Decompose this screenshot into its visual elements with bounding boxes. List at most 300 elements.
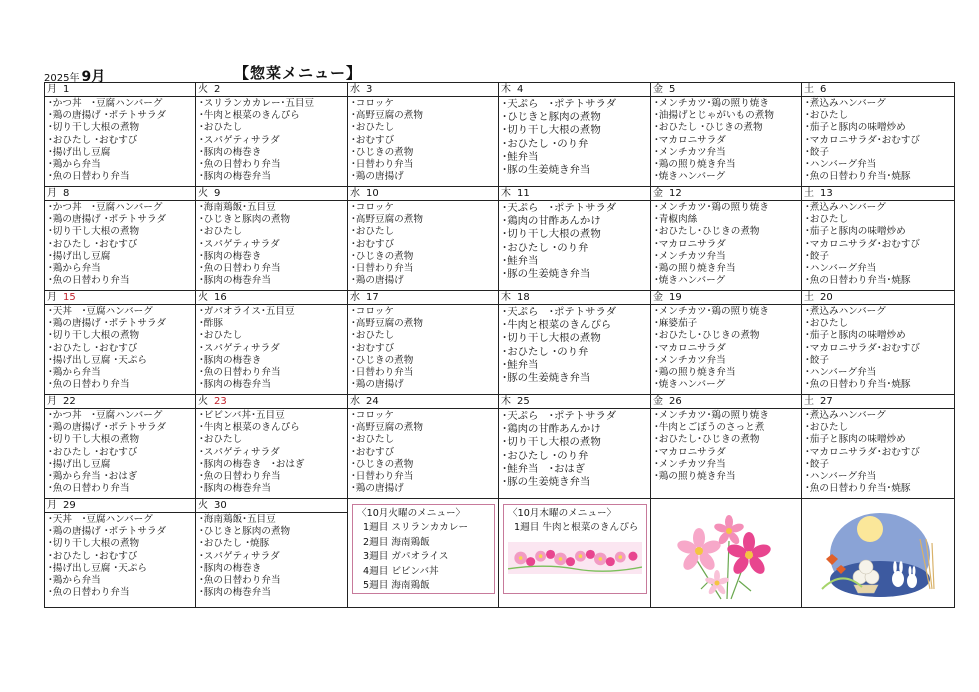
menu-item: ･おひたし･ひじきの煮物 [654,226,760,238]
day-cell [802,83,955,187]
day-header [348,187,498,201]
weekday-label: 土 [804,84,814,95]
weekday-label: 水 [350,84,360,95]
menu-list [651,201,801,287]
day-number: 27 [820,396,833,407]
day-number: 6 [820,84,827,95]
weekday-label: 水 [350,396,360,407]
menu-item: ･スパゲティサラダ [199,238,280,250]
menu-item: ･おひたし [351,122,395,134]
menu-item: ･おひたし ･ひじきの煮物 [654,122,763,134]
menu-item: ･焼きハンバーグ [654,171,726,183]
menu-item: ･揚げ出し豆腐 [48,458,111,470]
menu-item: ･豚の生姜焼き弁当 [502,475,591,488]
day-header [45,291,195,305]
day-cell [196,83,348,187]
menu-item: ･メンチカツ･鶏の照り焼き [654,98,769,109]
menu-list [45,97,195,183]
weekday-label: 木 [501,84,511,95]
menu-item: ･高野豆腐の煮物 [351,318,423,330]
weekday-label: 火 [198,396,208,407]
menu-list [348,305,498,391]
menu-item: ･ガパオライス･五目豆 [199,306,295,317]
menu-item: ･スパゲティサラダ [199,550,280,562]
day-cell [802,395,955,499]
menu-item: ･メンチカツ･鶏の照り焼き [654,202,769,213]
menu-item: ･ひじきの煮物 [351,354,414,366]
weekday-label: 金 [653,292,663,303]
menu-item: ･ひじきと豚肉の煮物 [199,214,291,226]
day-cell [45,83,196,187]
menu-item: ･鶏の唐揚げ ･ポテトサラダ [48,422,167,434]
menu-item: ･餃子 [805,146,829,158]
menu-item: ･魚の日替わり弁当 [48,171,130,183]
menu-list [651,305,801,391]
weekday-label: 月 [47,84,57,95]
day-cell [45,291,196,395]
day-cell [45,395,196,499]
day-header [499,187,650,201]
menu-item: ･かつ丼 ･豆腐ハンバーグ [48,98,163,109]
menu-item: ･鶏から弁当 [48,366,101,378]
moon-rabbit-icon [802,499,955,603]
day-header [45,187,195,201]
menu-item: ･鶏から弁当 ･おはぎ [48,470,138,482]
menu-list [45,513,195,599]
menu-item: ･天丼 ･豆腐ハンバーグ [48,306,153,317]
menu-item: ･スパゲティサラダ [199,342,280,354]
weekday-label: 土 [804,188,814,199]
day-number: 15 [63,292,76,303]
menu-item: ･海南鶏飯･五目豆 [199,514,276,525]
menu-item: ･鶏の唐揚げ ･ポテトサラダ [48,318,167,330]
menu-item: ･日替わり弁当 [351,366,414,378]
menu-item: ･おむすび [351,134,395,146]
menu-item: ･茄子と豚肉の味噌炒め [805,226,906,238]
menu-item: ･鶏の照り焼き弁当 [654,366,736,378]
menu-item: ･マカロニサラダ [654,134,726,146]
weekday-label: 水 [350,292,360,303]
day-header [499,291,650,305]
menu-item: ･ひじきの煮物 [351,250,414,262]
month: 9月 [81,69,106,85]
menu-item: ･魚の日替わり弁当 [199,574,281,586]
day-cell [499,187,651,291]
menu-list [348,201,498,287]
menu-item: ･豚肉の梅巻弁当 [199,587,271,599]
day-header [651,187,801,201]
menu-list [651,409,801,483]
menu-list [348,409,498,495]
menu-item: ･豚の生姜焼き弁当 [502,163,591,176]
menu-item: ･魚の日替わり弁当･焼豚 [805,483,911,495]
note-line: 3週目 ガパオライス [363,551,449,563]
menu-item: ･切り干し大根の煮物 [48,330,140,342]
day-cell [499,291,651,395]
menu-item: ･魚の日替わり弁当･焼豚 [805,171,911,183]
menu-item: ･煮込みハンバーグ [805,98,886,109]
day-header [348,83,498,97]
day-number: 20 [820,292,833,303]
menu-item: ･高野豆腐の煮物 [351,422,423,434]
day-number: 23 [214,396,227,407]
menu-list [651,97,801,183]
menu-item: ･魚の日替わり弁当 [199,470,281,482]
tuesday-menu-note [352,504,495,594]
menu-list [348,97,498,183]
tuesday-note-cell [348,499,499,608]
day-header [196,395,347,409]
day-header [499,83,650,97]
day-header [651,395,801,409]
thursday-menu-note [503,504,647,594]
day-header [348,395,498,409]
day-cell [499,83,651,187]
day-number: 3 [366,84,373,95]
menu-item: ･鮭弁当 [502,150,539,163]
menu-item: ･魚の日替わり弁当 [48,587,130,599]
menu-item: ･おひたし ･のり弁 [502,137,589,150]
menu-item: ･豚肉の梅巻弁当 [199,171,271,183]
day-cell [348,187,499,291]
menu-item: ･メンチカツ･鶏の照り焼き [654,410,769,421]
menu-item: ･スパゲティサラダ [199,446,280,458]
note-line: 5週目 海南鶏飯 [363,580,430,592]
day-number: 5 [669,84,676,95]
menu-item: ･ひじきと豚肉の煮物 [199,526,291,538]
menu-item: ･鶏肉の甘酢あんかけ [502,215,601,228]
menu-item: ･メンチカツ弁当 [654,250,726,262]
menu-item: ･おひたし [805,318,849,330]
menu-item: ･牛肉と根菜のきんぴら [502,319,612,332]
menu-item: ･コロッケ [351,98,394,109]
menu-item: ･魚の日替わり弁当 [199,158,281,170]
menu-item: ･メンチカツ･鶏の照り焼き [654,306,769,317]
menu-item: ･高野豆腐の煮物 [351,110,423,122]
menu-item: ･おひたし [351,434,395,446]
menu-item: ･豚の生姜焼き弁当 [502,267,591,280]
day-header [802,83,954,97]
weekday-label: 土 [804,292,814,303]
menu-item: ･天ぷら ･ポテトサラダ [502,202,617,214]
menu-item: ･かつ丼 ･豆腐ハンバーグ [48,410,163,421]
menu-item: ･魚の日替わり弁当･焼豚 [805,275,911,287]
thursday-note-cell [499,499,651,608]
menu-item: ･鮭弁当 ･おはぎ [502,462,586,475]
day-number: 19 [669,292,682,303]
day-cell [651,83,802,187]
menu-item: ･魚の日替わり弁当 [48,275,130,287]
week-row [45,187,955,291]
day-number: 2 [214,84,221,95]
menu-item: ･天ぷら ･ポテトサラダ [502,98,617,110]
cosmos-flowers-icon [651,499,802,603]
menu-item: ･切り干し大根の煮物 [48,538,140,550]
day-number: 25 [517,396,530,407]
note-title: 〈10月火曜のメニュー〉 [357,508,466,519]
day-cell [802,187,955,291]
day-header [348,291,498,305]
weekday-label: 月 [47,188,57,199]
menu-item: ･豚肉の梅巻弁当 [199,379,271,391]
menu-item: ･鶏肉の甘酢あんかけ [502,423,601,436]
day-number: 17 [366,292,379,303]
day-header [651,83,801,97]
menu-list [802,409,954,495]
menu-item: ･メンチカツ弁当 [654,354,726,366]
menu-item: ･海南鶏飯･五目豆 [199,202,276,213]
menu-item: ･鮭弁当 [502,254,539,267]
weekday-label: 火 [198,188,208,199]
menu-item: ･おひたし ･おむすび [48,550,138,562]
day-header [651,291,801,305]
weekday-label: 月 [47,396,57,407]
day-header [196,83,347,97]
menu-item: ･揚げ出し豆腐 [48,146,111,158]
calendar-grid [44,82,955,608]
menu-item: ･豚の生姜焼き弁当 [502,371,591,384]
day-cell [196,499,348,608]
menu-list [802,305,954,391]
menu-list [802,97,954,183]
menu-item: ･鶏から弁当 [48,158,101,170]
menu-list [196,305,347,391]
menu-item: ･ひじきの煮物 [351,146,414,158]
weekday-label: 水 [350,188,360,199]
menu-item: ･魚の日替わり弁当 [48,483,130,495]
menu-item: ･切り干し大根の煮物 [48,122,140,134]
weekday-label: 金 [653,84,663,95]
menu-item: ･スパゲティサラダ [199,134,280,146]
menu-list [196,201,347,287]
day-cell [196,291,348,395]
moon-viewing-picture-cell [802,499,955,608]
weekday-label: 木 [501,188,511,199]
menu-item: ･ビビンバ丼･五目豆 [199,410,285,421]
menu-item: ･日替わり弁当 [351,158,414,170]
menu-item: ･おひたし [351,226,395,238]
day-cell [196,395,348,499]
menu-item: ･焼きハンバーグ [654,379,726,391]
menu-item: ･豚肉の梅巻き [199,562,262,574]
menu-item: ･酢豚 [199,318,223,330]
day-cell [499,395,651,499]
weekday-label: 木 [501,292,511,303]
day-number: 22 [63,396,76,407]
menu-list [196,97,347,183]
weekday-label: 金 [653,188,663,199]
menu-list [499,201,650,281]
day-header [45,395,195,409]
menu-item: ･マカロニサラダ [654,238,726,250]
menu-item: ･高野豆腐の煮物 [351,214,423,226]
day-number: 16 [214,292,227,303]
day-number: 9 [214,188,221,199]
week-row [45,83,955,187]
menu-item: ･豚肉の梅巻き [199,354,262,366]
menu-item: ･ハンバーグ弁当 [805,366,877,378]
menu-item: ･煮込みハンバーグ [805,410,886,421]
day-header [45,83,195,97]
menu-item: ･おひたし [199,330,243,342]
menu-item: ･鶏の唐揚げ [351,379,404,391]
menu-item: ･日替わり弁当 [351,470,414,482]
menu-item: ･鶏の照り焼き弁当 [654,158,736,170]
menu-item: ･鶏の唐揚げ [351,483,404,495]
day-header [196,499,347,513]
day-cell [348,83,499,187]
day-cell [348,291,499,395]
menu-item: ･鶏の照り焼き弁当 [654,262,736,274]
menu-item: ･おひたし･ひじきの煮物 [654,330,760,342]
weekday-label: 火 [198,500,208,511]
menu-list [499,409,650,489]
menu-item: ･鶏の唐揚げ [351,275,404,287]
menu-item: ･ハンバーグ弁当 [805,470,877,482]
menu-item: ･コロッケ [351,202,394,213]
menu-item: ･おひたし [805,110,849,122]
menu-item: ･煮込みハンバーグ [805,306,886,317]
day-number: 18 [517,292,530,303]
menu-item: ･鶏の唐揚げ ･ポテトサラダ [48,526,167,538]
menu-item: ･おひたし [199,434,243,446]
menu-item: ･おひたし ･おむすび [48,134,138,146]
note-line: 1週目 スリランカカレー [363,522,469,534]
day-number: 8 [63,188,70,199]
day-header [499,395,650,409]
menu-item: ･魚の日替わり弁当 [48,379,130,391]
weekday-label: 土 [804,396,814,407]
menu-item: ･マカロニサラダ [654,446,726,458]
day-number: 26 [669,396,682,407]
menu-item: ･揚げ出し豆腐 [48,250,111,262]
menu-item: ･おひたし ･のり弁 [502,241,589,254]
week-row [45,291,955,395]
menu-item: ･メンチカツ弁当 [654,458,726,470]
menu-item: ･煮込みハンバーグ [805,202,886,213]
menu-item: ･揚げ出し豆腐 ･天ぷら [48,562,147,574]
menu-item: ･豚肉の梅巻き [199,146,262,158]
menu-item: ･天ぷら ･ポテトサラダ [502,306,617,318]
menu-list [499,97,650,177]
menu-item: ･麻婆茄子 [654,318,698,330]
menu-item: ･おひたし [805,214,849,226]
menu-item: ･マカロニサラダ･おむすび [805,446,921,458]
menu-item: ･魚の日替わり弁当 [199,366,281,378]
menu-item: ･おむすび [351,446,395,458]
year: 2025年 [44,73,80,84]
menu-item: ･メンチカツ弁当 [654,146,726,158]
menu-list [45,409,195,495]
menu-item: ･おひたし ･おむすび [48,342,138,354]
menu-item: ･切り干し大根の煮物 [502,228,601,241]
menu-item: ･鶏の唐揚げ ･ポテトサラダ [48,214,167,226]
menu-item: ･魚の日替わり弁当･焼豚 [805,379,911,391]
menu-item: ･青椒肉絲 [654,214,698,226]
week-row [45,499,955,608]
menu-item: ･天ぷら ･ポテトサラダ [502,410,617,422]
menu-item: ･焼きハンバーグ [654,275,726,287]
menu-item: ･豚肉の梅巻き ･おはぎ [199,458,305,470]
menu-item: ･天丼 ･豆腐ハンバーグ [48,514,153,525]
menu-item: ･コロッケ [351,410,394,421]
menu-item: ･おひたし ･焼豚 [199,538,270,550]
menu-title: 【惣菜メニュー】 [234,64,363,82]
menu-item: ･鶏から弁当 [48,574,101,586]
weekday-label: 木 [501,396,511,407]
day-header [802,291,954,305]
title-bar [44,62,954,85]
weekday-label: 月 [47,500,57,511]
menu-item: ･鶏の唐揚げ [351,171,404,183]
menu-item: ･餃子 [805,250,829,262]
weekday-label: 月 [47,292,57,303]
menu-item: ･おひたし ･のり弁 [502,345,589,358]
day-number: 24 [366,396,379,407]
menu-item: ･牛肉と根菜のきんぴら [199,422,300,434]
note-line: 4週目 ビビンバ丼 [363,565,439,577]
menu-item: ･揚げ出し豆腐 ･天ぷら [48,354,147,366]
menu-item: ･マカロニサラダ･おむすび [805,238,921,250]
menu-item: ･餃子 [805,458,829,470]
menu-item: ･おむすび [351,342,395,354]
menu-list [499,305,650,385]
menu-item: ･おひたし ･おむすび [48,446,138,458]
menu-list [196,409,347,495]
menu-item: ･茄子と豚肉の味噌炒め [805,122,906,134]
menu-item: ･餃子 [805,354,829,366]
day-cell [651,187,802,291]
menu-list [45,201,195,287]
menu-item: ･おひたし [805,422,849,434]
menu-item: ･牛肉とごぼうのさっと煮 [654,422,765,434]
day-cell [651,395,802,499]
day-header [802,187,954,201]
cosmos-picture-cell [651,499,802,608]
menu-item: ･魚の日替わり弁当 [199,262,281,274]
day-cell [45,187,196,291]
menu-item: ･ひじきの煮物 [351,458,414,470]
day-header [802,395,954,409]
day-number: 1 [63,84,70,95]
day-cell [45,499,196,608]
day-cell [348,395,499,499]
menu-item: ･かつ丼 ･豆腐ハンバーグ [48,202,163,213]
day-cell [802,291,955,395]
cosmos-flower-strip [508,542,642,574]
day-number: 30 [214,500,227,511]
weekday-label: 火 [198,84,208,95]
menu-item: ･鮭弁当 [502,358,539,371]
menu-item: ･おひたし･ひじきの煮物 [654,434,760,446]
menu-list [45,305,195,391]
menu-item: ･コロッケ [351,306,394,317]
menu-item: ･切り干し大根の煮物 [502,124,601,137]
menu-item: ･おひたし [199,122,243,134]
day-number: 10 [366,188,379,199]
menu-item: ･切り干し大根の煮物 [48,226,140,238]
day-number: 12 [669,188,682,199]
menu-list [802,201,954,287]
week-row [45,395,955,499]
menu-item: ･豚肉の梅巻弁当 [199,483,271,495]
day-header [196,291,347,305]
day-number: 13 [820,188,833,199]
note-line: 2週目 海南鶏飯 [363,536,430,548]
note-title: 〈10月木曜のメニュー〉 [508,508,617,519]
menu-item: ･スリランカカレー･五目豆 [199,98,315,109]
note-line: 1週目 牛肉と根菜のきんぴら [514,522,639,534]
